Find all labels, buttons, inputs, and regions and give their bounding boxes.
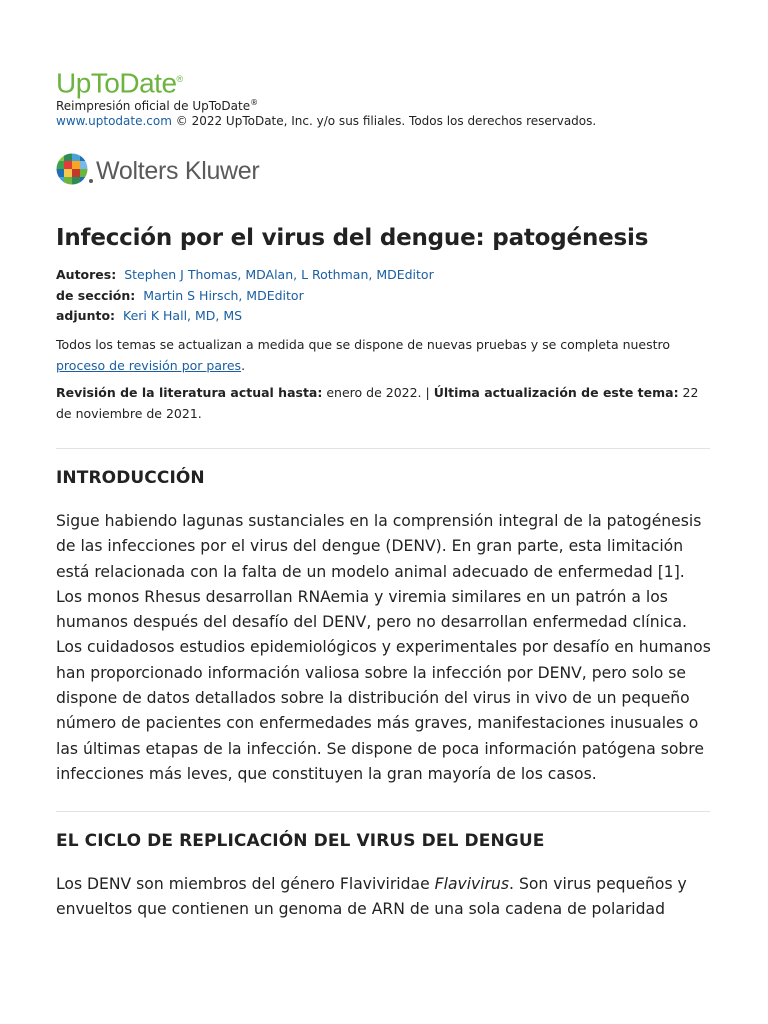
reprint-registered-mark: ® [250, 98, 259, 107]
authors-link[interactable]: Stephen J Thomas, MDAlan, L Rothman, MDEditor [124, 267, 434, 282]
body-text-end: . Son virus pequeños y envueltos que contienen un genoma de ARN de una sola cadena de polaridad [56, 875, 687, 919]
divider [56, 448, 710, 449]
section-editor-row [56, 286, 304, 306]
copyright-line [56, 112, 596, 130]
body-text-start: Los DENV son miembros del género Flaviviridae [56, 875, 435, 893]
section-body-introduccion: Sigue habiendo lagunas sustanciales en la comprensión integral de la patogénesis de las infecciones por el virus del dengue (DENV). En gran parte, esta limitación está relacionada con la falta de un modelo animal adecuado de enfermedad [1]. Los monos Rhesus desarrollan RNAemia y viremia similares en un patrón a los humanos después del desafío del DENV, pero no desarrollan enfermedad clínica. Los cuidadosos estudios epidemiológicos y experimentales por desafío en humanos han proporcionado información valiosa sobre la infección por DENV, pero solo se dispone de datos detallados sobre la distribución del virus in vivo de un pequeño número de pacientes con enfermedades más graves, manifestaciones inusuales o las últimas etapas de la infección. Se dispone de poca información patógena sobre infecciones más leves, que constituyen la gran mayoría de los casos. [56, 512, 711, 783]
section-heading-ciclo-replicacion: EL CICLO DE REPLICACIÓN DEL VIRUS DEL DENGUE [56, 831, 545, 851]
section-body-ciclo-replicacion [56, 872, 714, 923]
wolters-kluwer-globe-icon [56, 153, 94, 187]
copyright-text: © 2022 UpToDate, Inc. y/o sus filiales. Todos los derechos reservados. [171, 114, 597, 128]
section-editor-link[interactable]: Martin S Hirsch, MDEditor [143, 288, 304, 303]
section-heading-introduccion: INTRODUCCIÓN [56, 468, 205, 488]
peer-review-link[interactable]: proceso de revisión por pares [56, 358, 242, 373]
reprint-text: Reimpresión oficial de UpToDate [56, 99, 251, 113]
update-note-text: Todos los temas se actualizan a medida que se dispone de nuevas pruebas y se completa nuestro [56, 337, 671, 352]
update-note-end: . [241, 358, 246, 373]
last-update-label: Última actualización de este tema: [433, 385, 679, 400]
logo-registered-mark: ® [176, 74, 183, 84]
lit-review-label: Revisión de la literatura actual hasta: [56, 385, 323, 400]
wolters-kluwer-wordmark: Wolters Kluwer [96, 157, 260, 185]
review-dates [56, 382, 706, 424]
article-title: Infección por el virus del dengue: patogénesis [56, 225, 649, 251]
deputy-editor-link[interactable]: Keri K Hall, MD, MS [123, 308, 243, 323]
lit-review-value: enero de 2022. | [322, 385, 434, 400]
deputy-editor-row [56, 306, 242, 326]
authors-row [56, 265, 434, 285]
divider [56, 811, 710, 812]
section-editor-label: de sección: [56, 288, 136, 303]
deputy-editor-label: adjunto: [56, 308, 116, 323]
body-text-italic: Flavivirus [434, 875, 510, 893]
uptodate-site-link[interactable]: www.uptodate.com [56, 114, 172, 128]
last-update-value: 22 de noviembre de 2021. [56, 385, 699, 421]
logo-wordmark: UpToDate [56, 67, 177, 99]
authors-label: Autores: [56, 267, 117, 282]
update-note [56, 334, 716, 376]
